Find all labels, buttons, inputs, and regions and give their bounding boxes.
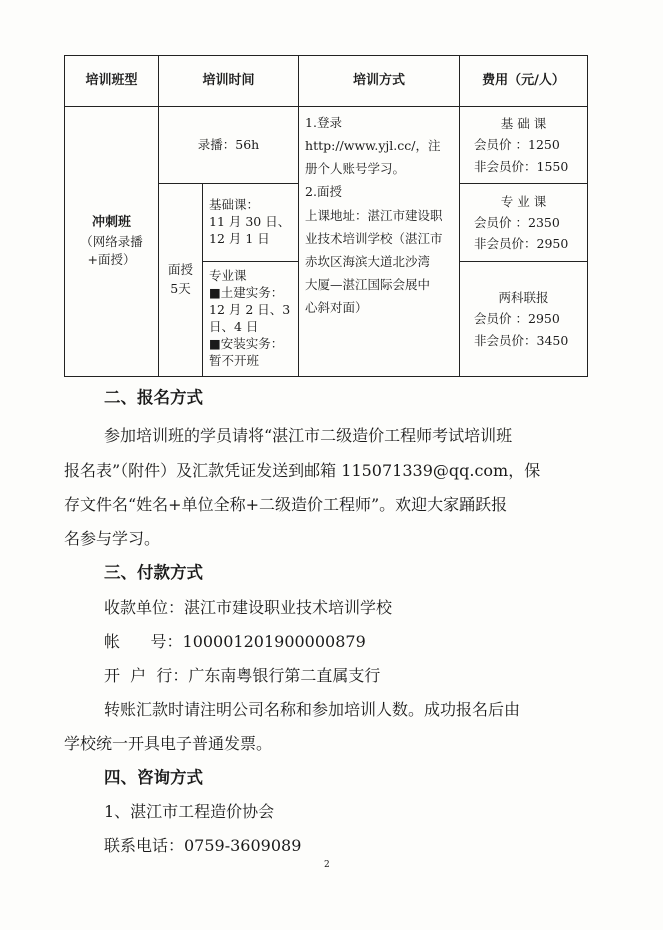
payment-bank: 开 户 行：广东南粤银行第二直属支行 [104, 666, 381, 685]
class-type-cell [65, 107, 159, 377]
method-line: 心斜对面） [305, 300, 368, 315]
method-line: 1.登录 [305, 115, 342, 130]
schedule-line: 日、4 日 [209, 319, 259, 334]
method-line: 业技术培训学校（湛江市 [305, 230, 443, 246]
fee-combined-cell [460, 262, 588, 377]
header-training-time: 培训时间 [159, 56, 299, 107]
header-training-method: 培训方式 [299, 56, 460, 107]
fee-basic-member: 会员价 ：1250 [474, 137, 560, 153]
table-header-row [65, 56, 588, 107]
schedule-line: 专业课 [209, 268, 247, 284]
fee-combined-member: 会员价 ：2950 [474, 311, 560, 327]
section-contact-heading: 四、咨询方式 [104, 768, 203, 787]
payment-note-1: 转账汇款时请注明公司名称和参加培训人数。成功报名后由 [104, 700, 521, 719]
fee-basic-cell [460, 107, 588, 184]
registration-line-3: 存文件名“姓名+单位全称+二级造价工程师”。欢迎大家踊跃报 [64, 495, 508, 514]
fee-combined-nonmember: 非会员价：3450 [474, 332, 569, 348]
registration-line-4: 名参与学习。 [64, 529, 161, 548]
payment-payee: 收款单位：湛江市建设职业技术培训学校 [104, 598, 393, 617]
method-url: http://www.yjl.cc/，注 [305, 138, 441, 154]
class-type-name: 冲刺班 [91, 215, 131, 230]
class-type-sub1: （网络录播 [80, 233, 143, 249]
method-line: 2.面授 [305, 184, 342, 200]
class-type-sub2: +面授） [87, 252, 136, 268]
professional-schedule-cell [203, 262, 299, 377]
payment-account: 帐 号：100001201900000879 [104, 632, 366, 651]
fee-basic-nonmember: 非会员价：1550 [474, 158, 569, 174]
fee-professional-title: 专 业 课 [500, 193, 547, 209]
schedule-line: 基础课： [209, 197, 260, 213]
fee-professional-nonmember: 非会员价：2950 [474, 236, 569, 252]
schedule-line: ■土建实务： [209, 285, 284, 301]
page-number: 2 [324, 860, 330, 870]
recorded-hours: 录播：56h [159, 107, 299, 184]
contact-item-1: 1、湛江市工程造价协会 [104, 802, 275, 821]
registration-line-1: 参加培训班的学员请将“湛江市二级造价工程师考试培训班 [104, 426, 513, 445]
header-class-type: 培训班型 [65, 56, 159, 107]
fee-professional-cell [460, 184, 588, 262]
face-to-face-label-cell [159, 184, 203, 377]
registration-line-2: 报名表”（附件）及汇款凭证发送到邮箱 115071339@qq.com，保 [64, 461, 541, 480]
fee-combined-title: 两科联报 [498, 290, 549, 306]
method-line: 大厦—湛江国际会展中 [305, 276, 431, 292]
method-line: 赤坎区海滨大道北沙湾 [305, 253, 431, 269]
face-label: 面授 [167, 262, 193, 278]
basic-schedule-cell [203, 184, 299, 262]
payment-note-2: 学校统一开具电子普通发票。 [64, 734, 273, 753]
section-payment-heading: 三、付款方式 [104, 563, 203, 582]
face-days: 5天 [170, 281, 191, 296]
header-fee: 费用（元/人） [460, 56, 588, 107]
fee-basic-title: 基 础 课 [500, 116, 547, 132]
training-fee-table [64, 55, 588, 377]
fee-professional-member: 会员价 ：2350 [474, 214, 560, 230]
method-line: 上课地址：湛江市建设职 [305, 207, 443, 223]
schedule-line: ■安装实务： [209, 335, 284, 351]
schedule-line: 暂不开班 [209, 352, 260, 368]
training-method-cell [299, 107, 460, 377]
section-registration-heading: 二、报名方式 [104, 388, 203, 407]
schedule-line: 12 月 2 日、3 [209, 302, 291, 318]
schedule-line: 12 月 1 日 [209, 230, 270, 246]
schedule-line: 11 月 30 日、 [209, 214, 291, 230]
contact-phone: 联系电话：0759-3609089 [104, 836, 302, 855]
method-line: 册个人账号学习。 [305, 161, 406, 177]
